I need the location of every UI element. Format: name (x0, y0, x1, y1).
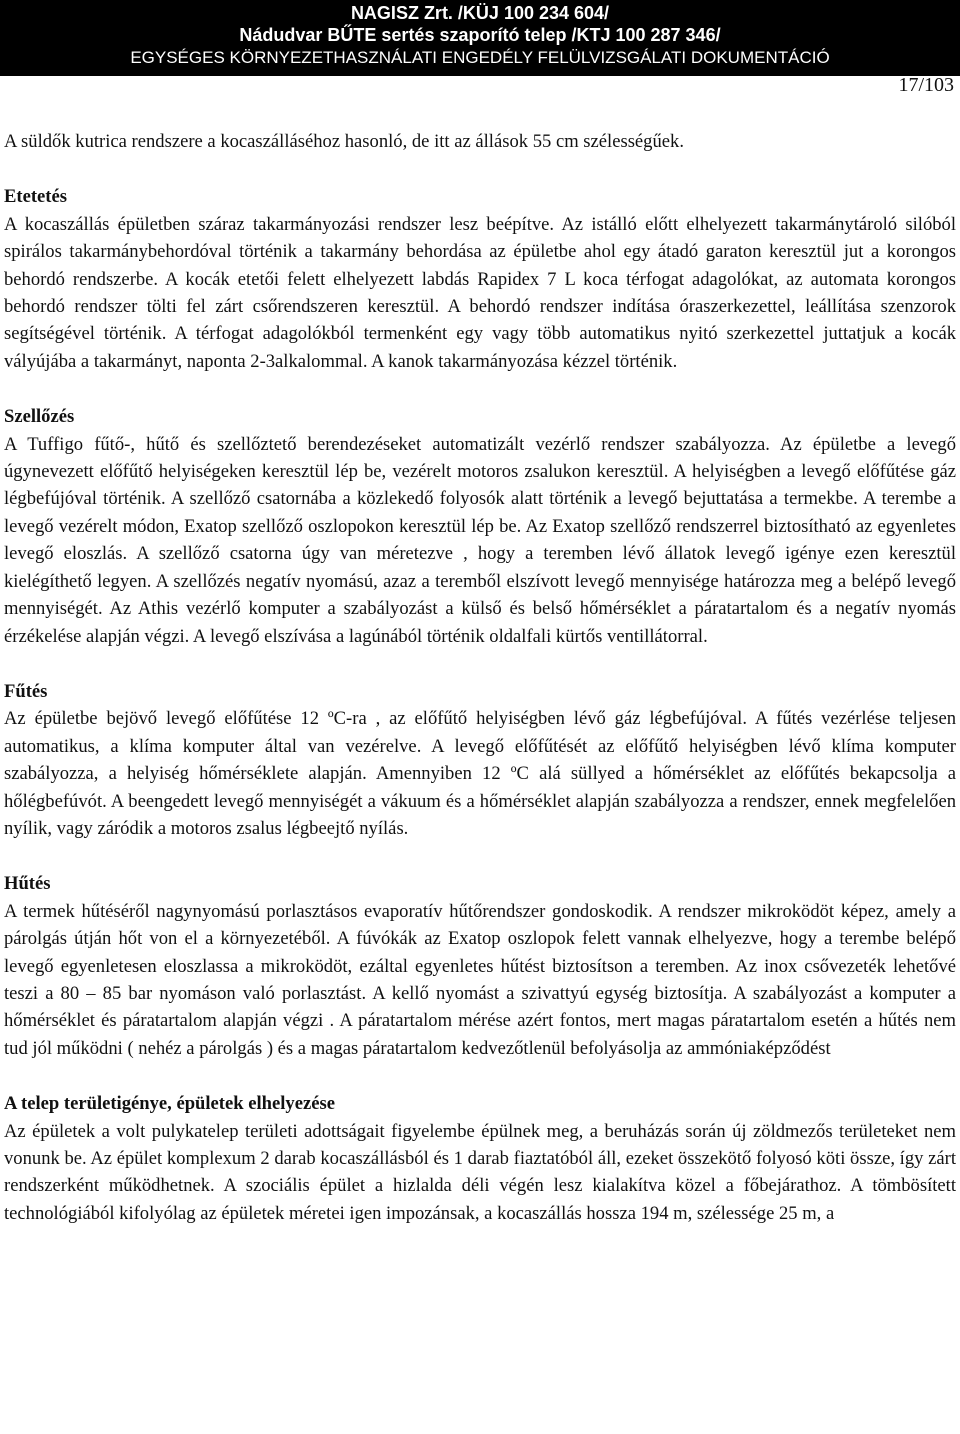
document-header (0, 0, 960, 76)
section-text-feeding: A kocaszállás épületben száraz takarmányozási rendszer lesz beépítve. Az istálló előtt elhelyezett takarmánytároló silóból spirálos takarmánybehordóval történik a takarmány behordása az épületbe ahol egy átadó garaton keresztül jut a korongos behordó rendszerbe. A kocák etetői felett elhelyezett labdás Rapidex 7 L koca térfogat adagolókat, az automata korongos behordó rendszer tölti fel zárt csőrendszeren keresztül. A behordó rendszer indítása óraszerkezettel, leállítása szenzorok segítségével történik. A térfogat adagolókból termenként egy vagy több automatikus nyitó szerkezettel juttatjuk a kocák vályújába a takarmányt, naponta 2-3alkalommal. A kanok takarmányozása kézzel történik. (4, 213, 956, 372)
section-heading-ventilation: Szellőzés (4, 406, 75, 428)
header-document-title: EGYSÉGES KÖRNYEZETHASZNÁLATI ENGEDÉLY FELÜLVIZSGÁLATI DOKUMENTÁCIÓ (130, 48, 830, 67)
section-heading-cooling: Hűtés (4, 873, 51, 895)
header-site: Nádudvar BŰTE sertés szaporító telep /KTJ 100 287 346/ (239, 25, 721, 45)
section-text-ventilation: A Tuffigo fűtő-, hűtő és szellőztető berendezéseket automatizált vezérlő rendszer szabályozza. Az épületbe a levegő úgynevezett előfűtő helyiségeken keresztül lép be, vezérelt motoros zsalukon keresztül. A helyiségben a levegő előfűtése gáz légbefújóval történik. A szellőző csatornába a közlekedő folyosók alatt történik a levegő bejuttatása a termekbe. A terembe a levegő vezérelt módon, Exatop szellőző oszlopokon keresztül lép be. Az Exatop szellőző rendszerrel biztosítható az egyenletes levegő eloszlás. A szellőző csatorna úgy van méretezve , hogy a teremben lévő állatok levegő igénye ezen keresztül kielégíthető legyen. A szellőzés negatív nyomású, azaz a teremből elszívott levegő mennyisége határozza meg a belépő levegő mennyiségét. Az Athis vezérlő komputer a szabályozást a külső és belső hőmérséklet a páratartalom és a negatív nyomás érzékelése alapján végzi. A levegő elszívása a lagúnából történik oldalfali kürtős ventillátorral. (4, 433, 956, 647)
header-company: NAGISZ Zrt. /KÜJ 100 234 604/ (350, 3, 610, 23)
section-text-site-area: Az épületek a volt pulykatelep területi adottságait figyelembe épülnek meg, a beruházás során új zöldmezős területeket nem vonunk be. Az épület komplexum 2 darab kocaszállásból és 1 darab fiaztatóból áll, ezeket összekötő folyosó köti össze, így zárt rendszerként működhetnek. A szociális épület a hizlalda déli végén lesz kialakítva közel a főbejárathoz. A tömbösített technológiából kifolyólag az épületek méretei igen impozánsak, a kocaszállás hossza 194 m, szélessége 25 m, a (4, 1120, 956, 1224)
page-number: 17/103 (898, 74, 954, 96)
section-text-heating: Az épületbe bejövő levegő előfűtése 12 ºC-ra , az előfűtő helyiségben lévő gáz légbefújóval. A fűtés vezérlése teljesen automatikus, a klíma komputer által van vezérelve. A levegő előfűtését az előfűtő helyiségben lévő klíma komputer szabályozza, a helyiség hőmérséklete alapján. Amennyiben 12 ºC alá süllyed a hőmérséklet az előfűtés bekapcsolja a hőlégbefúvót. A beengedett levegő mennyiségét a vákuum és a hőmérséklet alapján szabályozza a rendszer, ennek megfelelően nyílik, vagy záródik a motoros zsalus légbeejtő nyílás. (4, 708, 956, 839)
document-body (4, 128, 956, 1227)
section-text-cooling: A termek hűtéséről nagynyomású porlasztásos evaporatív hűtőrendszer gondoskodik. A rendszer mikroködöt képez, amely a párolgás útján hőt von el a környezetéből. A fúvókák az Exatop oszlopok felett vannak elhelyezve, hogy a terembe belépő levegő egyenletesen eloszlassa a mikroködöt, ezáltal egyenletes hűtést biztosítson a teremben. Az inox csővezeték lehetővé teszi a 80 – 85 bar nyomáson való porlasztást. A kellő nyomást a szivattyú egység biztosítja. A szabályozást a komputer a hőmérséklet és páratartalom alapján végzi . A páratartalom mérése azért fontos, mert magas páratartalom esetén a hűtés nem tud jól működni ( nehéz a párolgás ) és a magas páratartalom kedvezőtlenül befolyásolja az ammóniaképződést (4, 900, 956, 1059)
section-heading-heating: Fűtés (4, 680, 48, 702)
intro-paragraph: A süldők kutrica rendszere a kocaszálláséhoz hasonló, de itt az állások 55 cm szélességűek. (4, 131, 684, 152)
section-heading-site-area: A telep területigénye, épületek elhelyezése (4, 1093, 335, 1115)
section-heading-feeding: Etetetés (4, 186, 67, 208)
